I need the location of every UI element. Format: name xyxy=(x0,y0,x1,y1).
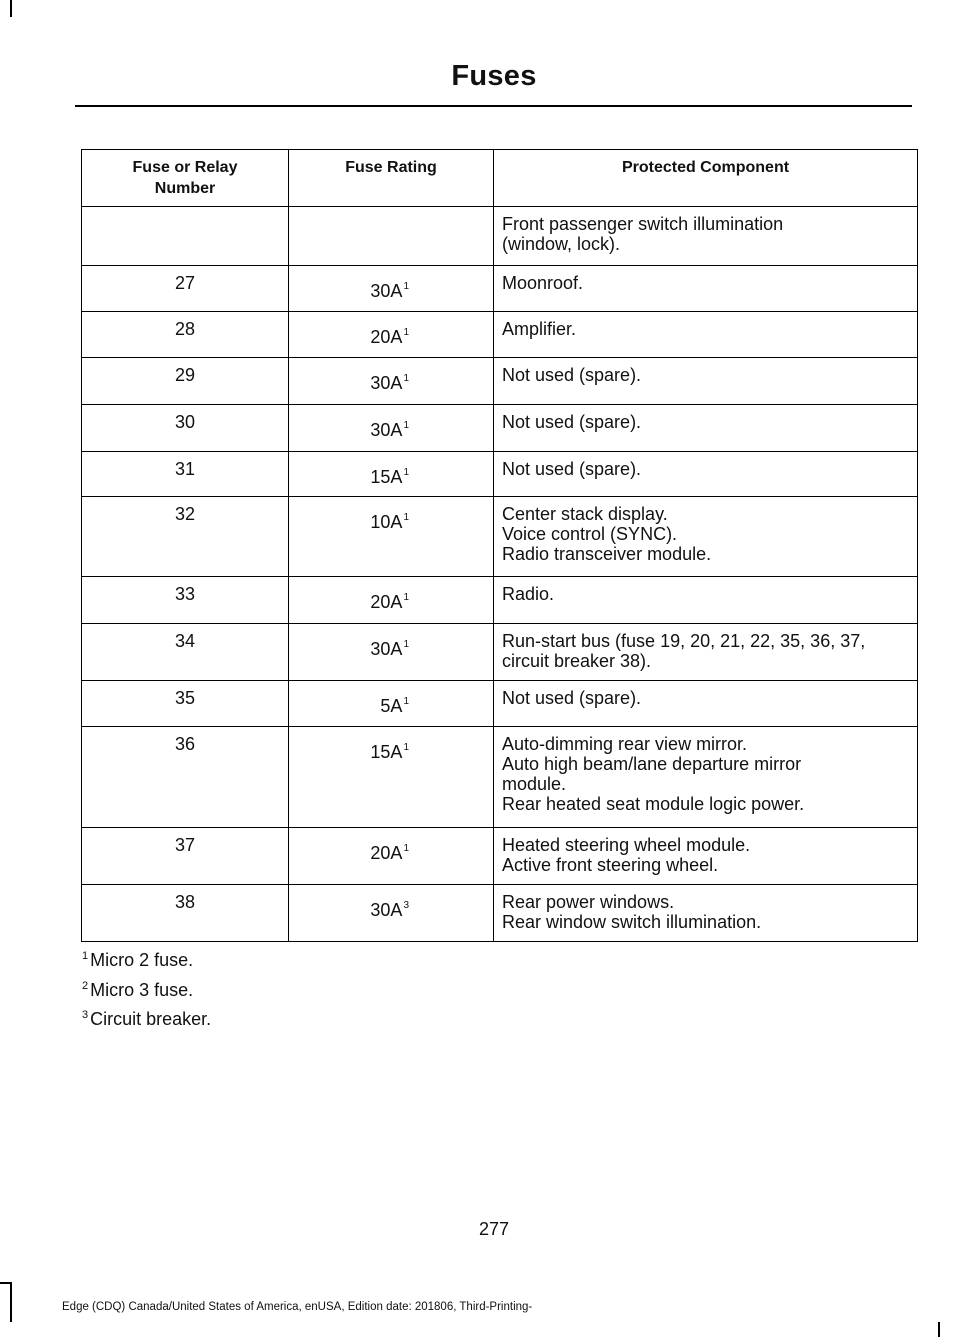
component-line: Heated steering wheel module. xyxy=(502,835,751,855)
footnote-reference: 3 xyxy=(403,900,409,911)
component-line: Radio transceiver module. xyxy=(502,544,712,564)
fuse-rating xyxy=(289,497,494,577)
table-row xyxy=(82,828,918,885)
fuse-rating xyxy=(289,207,494,266)
fuse-rating-value: 20A xyxy=(370,843,403,863)
table-row xyxy=(82,624,918,681)
component-line: Auto-dimming rear view mirror. xyxy=(502,734,748,754)
page-title: Fuses xyxy=(451,60,537,92)
fuse-rating xyxy=(289,312,494,358)
fuse-rating xyxy=(289,405,494,452)
fuse-number: 33 xyxy=(82,577,289,624)
fuse-rating xyxy=(289,885,494,942)
component-line: Amplifier. xyxy=(502,319,577,339)
component-line: Center stack display. xyxy=(502,504,668,524)
fuse-rating xyxy=(289,727,494,828)
fuse-number: 28 xyxy=(82,312,289,358)
fuse-rating-value: 15A xyxy=(370,467,403,487)
header-fuse-rating: Fuse Rating xyxy=(289,150,494,207)
table-header-row xyxy=(82,150,918,207)
footnote-reference: 1 xyxy=(403,843,409,854)
crop-mark-bottom-left xyxy=(10,1282,12,1322)
fuse-rating-value: 30A xyxy=(370,900,403,920)
component-line: Auto high beam/lane departure mirror xyxy=(502,754,802,774)
component-line: module. xyxy=(502,774,567,794)
protected-component xyxy=(494,577,918,624)
fuse-rating xyxy=(289,624,494,681)
fuse-rating xyxy=(289,452,494,497)
fuse-rating xyxy=(289,828,494,885)
fuse-number: 37 xyxy=(82,828,289,885)
footnotes xyxy=(82,944,211,1033)
fuse-rating-value: 20A xyxy=(370,592,403,612)
fuse-number: 38 xyxy=(82,885,289,942)
protected-component xyxy=(494,681,918,727)
fuse-rating xyxy=(289,681,494,727)
protected-component xyxy=(494,266,918,312)
component-line: (window, lock). xyxy=(502,234,621,254)
component-line: Not used (spare). xyxy=(502,688,642,708)
fuse-rating-value: 30A xyxy=(370,639,403,659)
header-protected-component: Protected Component xyxy=(494,150,918,207)
footnote-reference: 1 xyxy=(403,420,409,431)
table-row xyxy=(82,266,918,312)
table-row xyxy=(82,405,918,452)
protected-component xyxy=(494,624,918,681)
table-row xyxy=(82,885,918,942)
fuse-rating xyxy=(289,358,494,405)
fuse-rating xyxy=(289,577,494,624)
table-row xyxy=(82,727,918,828)
fuse-rating-value: 30A xyxy=(370,373,403,393)
table-row xyxy=(82,577,918,624)
protected-component xyxy=(494,452,918,497)
footnote-reference: 1 xyxy=(403,742,409,753)
fuse-table xyxy=(81,149,918,942)
crop-mark-top-left xyxy=(10,0,12,17)
fuse-rating xyxy=(289,266,494,312)
fuse-number: 36 xyxy=(82,727,289,828)
protected-component xyxy=(494,207,918,266)
component-line: Voice control (SYNC). xyxy=(502,524,678,544)
footnote-reference: 1 xyxy=(403,281,409,292)
title-divider xyxy=(75,105,912,107)
fuse-rating-value: 30A xyxy=(370,281,403,301)
fuse-number: 31 xyxy=(82,452,289,497)
fuse-number xyxy=(82,207,289,266)
fuse-number: 32 xyxy=(82,497,289,577)
footnote: $^1$ Micro 2 fuse. xyxy=(82,950,194,970)
fuse-rating-value: 15A xyxy=(370,742,403,762)
protected-component xyxy=(494,727,918,828)
fuse-rating-value: 10A xyxy=(370,512,403,532)
component-line: Not used (spare). xyxy=(502,365,642,385)
footnote-reference: 1 xyxy=(403,373,409,384)
table-row xyxy=(82,358,918,405)
crop-mark-bottom-left-h xyxy=(0,1282,12,1284)
header-fuse-number: Fuse or Relay Number xyxy=(82,150,289,207)
protected-component xyxy=(494,312,918,358)
footnote: $^2$ Micro 3 fuse. xyxy=(82,979,194,1000)
fuse-number: 27 xyxy=(82,266,289,312)
component-line: Radio. xyxy=(502,584,555,604)
component-line: Active front steering wheel. xyxy=(502,855,719,875)
table-row xyxy=(82,497,918,577)
component-line: Moonroof. xyxy=(502,273,584,293)
footnote-reference: 1 xyxy=(403,467,409,478)
table-row xyxy=(82,681,918,727)
fuse-rating-value: 5A xyxy=(380,696,403,716)
page-number: 277 xyxy=(478,1219,510,1239)
protected-component xyxy=(494,885,918,942)
component-line: Front passenger switch illumination xyxy=(502,214,784,234)
component-line: Not used (spare). xyxy=(502,459,642,479)
component-line: Rear power windows. xyxy=(502,892,675,912)
table-row xyxy=(82,207,918,266)
component-line: Rear heated seat module logic power. xyxy=(502,794,805,814)
fuse-number: 35 xyxy=(82,681,289,727)
fuse-number: 34 xyxy=(82,624,289,681)
component-line: circuit breaker 38). xyxy=(502,651,652,671)
fuse-number: 30 xyxy=(82,405,289,452)
footnote-reference: 1 xyxy=(403,592,409,603)
table-row xyxy=(82,312,918,358)
footnote-reference: 1 xyxy=(403,696,409,707)
crop-mark-bottom-right xyxy=(938,1322,940,1337)
table-row xyxy=(82,452,918,497)
component-line: Not used (spare). xyxy=(502,412,642,432)
fuse-rating-value: 20A xyxy=(370,327,403,347)
protected-component xyxy=(494,405,918,452)
component-line: Run-start bus (fuse 19, 20, 21, 22, 35, 36, 37, xyxy=(502,631,866,651)
edition-footer: Edge (CDQ) Canada/United States of America, enUSA, Edition date: 201806, Third-Printing- xyxy=(62,1301,533,1313)
footnote-reference: 1 xyxy=(403,512,409,523)
protected-component xyxy=(494,358,918,405)
component-line: Rear window switch illumination. xyxy=(502,912,762,932)
footnote-reference: 1 xyxy=(403,639,409,650)
protected-component xyxy=(494,828,918,885)
fuse-rating-value: 30A xyxy=(370,420,403,440)
fuse-number: 29 xyxy=(82,358,289,405)
footnote-reference: 1 xyxy=(403,327,409,338)
protected-component xyxy=(494,497,918,577)
footnote: $^3$ Circuit breaker. xyxy=(82,1009,212,1029)
